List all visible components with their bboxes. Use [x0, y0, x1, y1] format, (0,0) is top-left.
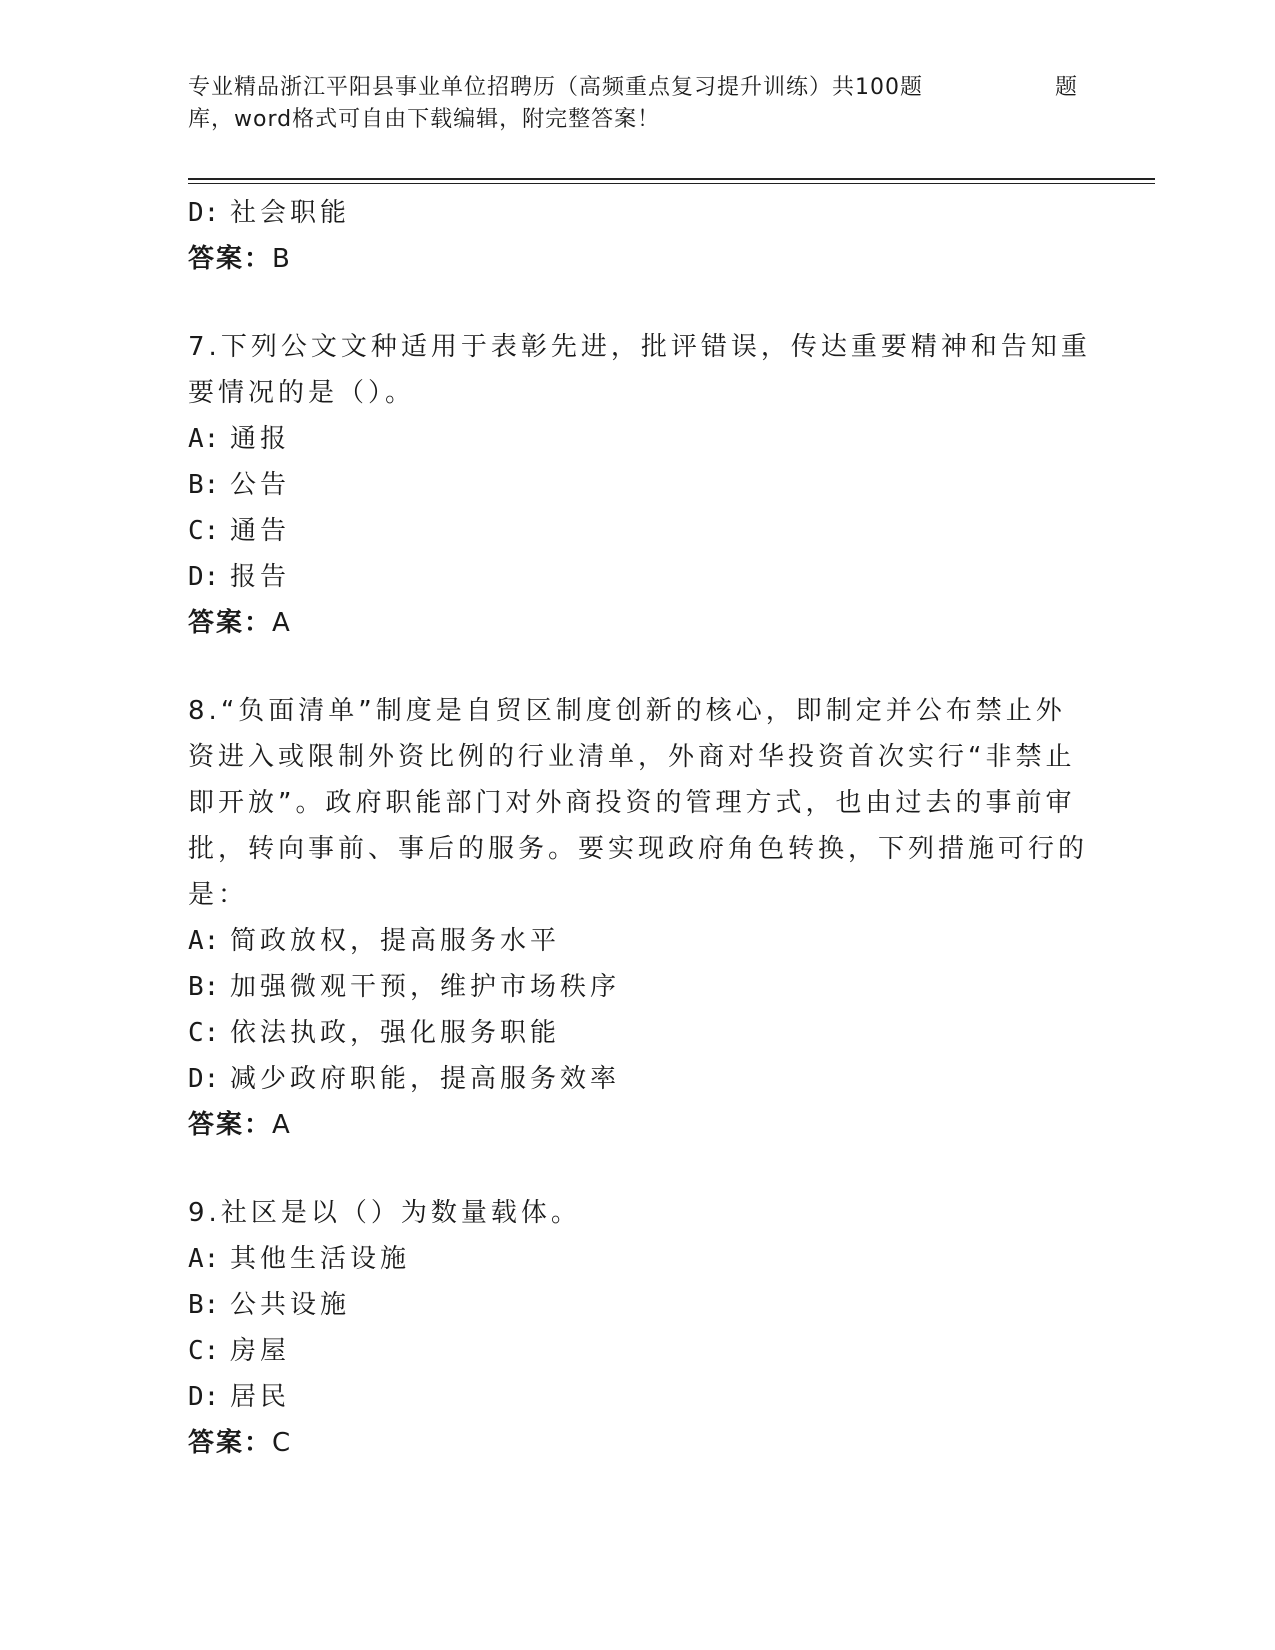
option-prefix: B:	[188, 1290, 220, 1320]
question-block	[188, 688, 1089, 1148]
answer-value: A	[272, 1110, 292, 1140]
answer-label: 答案：	[188, 1110, 273, 1140]
option-text: 其他生活设施	[230, 1244, 411, 1274]
option-prefix: A:	[188, 1244, 220, 1274]
option-text: 公告	[230, 470, 291, 500]
question-stem-text: 下列公文文种适用于表彰先进，批评错误，传达重要精神和告知重	[220, 332, 1091, 362]
option-prefix: C:	[188, 1018, 220, 1048]
option-text: 居民	[230, 1382, 291, 1412]
option-prefix: B:	[188, 972, 220, 1002]
question-stem-text: 社区是以（）为数量载体。	[220, 1198, 581, 1228]
option-text: 通报	[230, 424, 291, 454]
question-block	[188, 324, 1091, 646]
option-row	[188, 1010, 1068, 1056]
question-number: 9.	[188, 1198, 221, 1228]
answer-row	[188, 1102, 1068, 1148]
block-spacer	[188, 282, 1068, 324]
option-row	[188, 1328, 1068, 1374]
question-block	[188, 1190, 1068, 1466]
option-row	[188, 416, 1068, 462]
option-text: 报告	[230, 562, 291, 592]
answer-row	[188, 600, 1068, 646]
option-text: 公共设施	[230, 1290, 351, 1320]
page-header	[188, 72, 1088, 136]
option-row	[188, 554, 1068, 600]
option-row	[188, 1056, 1068, 1102]
header-title-line-1	[188, 72, 1088, 104]
answer-value: B	[272, 244, 292, 274]
answer-label: 答案：	[188, 1428, 273, 1458]
option-text: 减少政府职能，提高服务效率	[230, 1064, 621, 1094]
option-text: 加强微观干预，维护市场秩序	[230, 972, 621, 1002]
option-prefix: D:	[188, 1064, 220, 1094]
question-stem-line	[188, 688, 1068, 734]
option-prefix: A:	[188, 926, 220, 956]
question-stem-line: 要情况的是（）。	[188, 378, 416, 408]
option-prefix: C:	[188, 1336, 220, 1366]
option-prefix: D:	[188, 1382, 220, 1412]
option-prefix: C:	[188, 516, 220, 546]
answer-label: 答案：	[188, 244, 273, 274]
option-row	[188, 918, 1068, 964]
option-prefix: D:	[188, 198, 220, 228]
question-list	[188, 190, 1091, 1466]
answer-row	[188, 236, 1068, 282]
header-title-line-2: 库，word格式可自由下载编辑，附完整答案！	[188, 107, 661, 132]
question-number: 8.	[188, 696, 221, 726]
option-row	[188, 1282, 1068, 1328]
header-divider-thin	[188, 183, 1155, 184]
option-row	[188, 964, 1068, 1010]
block-spacer	[188, 1148, 1068, 1190]
question-stem-line: 批，转向事前、事后的服务。要实现政府角色转换，下列措施可行的	[188, 834, 1089, 864]
question-stem-text: “负面清单”制度是自贸区制度创新的核心，即制定并公布禁止外	[220, 696, 1066, 726]
question-stem-line: 资进入或限制外资比例的行业清单，外商对华投资首次实行“非禁止	[188, 742, 1076, 772]
option-text: 依法执政，强化服务职能	[230, 1018, 561, 1048]
question-stem-line: 是：	[188, 880, 249, 910]
option-text: 社会职能	[230, 198, 351, 228]
answer-value: C	[272, 1428, 293, 1458]
option-text: 房屋	[230, 1336, 291, 1366]
option-row	[188, 508, 1068, 554]
option-row	[188, 1236, 1068, 1282]
question-block	[188, 190, 1068, 282]
question-stem-line	[188, 1190, 1068, 1236]
option-text: 通告	[230, 516, 291, 546]
header-divider-thick	[188, 178, 1155, 180]
option-prefix: B:	[188, 470, 220, 500]
option-prefix: A:	[188, 424, 220, 454]
answer-row	[188, 1420, 1068, 1466]
question-stem-line	[188, 324, 1091, 370]
header-title-text: 专业精品浙江平阳县事业单位招聘历（高频重点复习提升训练）共100题	[188, 75, 923, 100]
option-row	[188, 1374, 1068, 1420]
option-row	[188, 190, 1068, 236]
answer-value: A	[272, 608, 292, 638]
question-number: 7.	[188, 332, 221, 362]
header-title-trail: 题	[1055, 75, 1079, 100]
question-stem-line: 即开放”。政府职能部门对外商投资的管理方式，也由过去的事前审	[188, 788, 1076, 818]
option-prefix: D:	[188, 562, 220, 592]
answer-label: 答案：	[188, 608, 273, 638]
option-text: 简政放权，提高服务水平	[230, 926, 561, 956]
block-spacer	[188, 646, 1068, 688]
option-row	[188, 462, 1068, 508]
